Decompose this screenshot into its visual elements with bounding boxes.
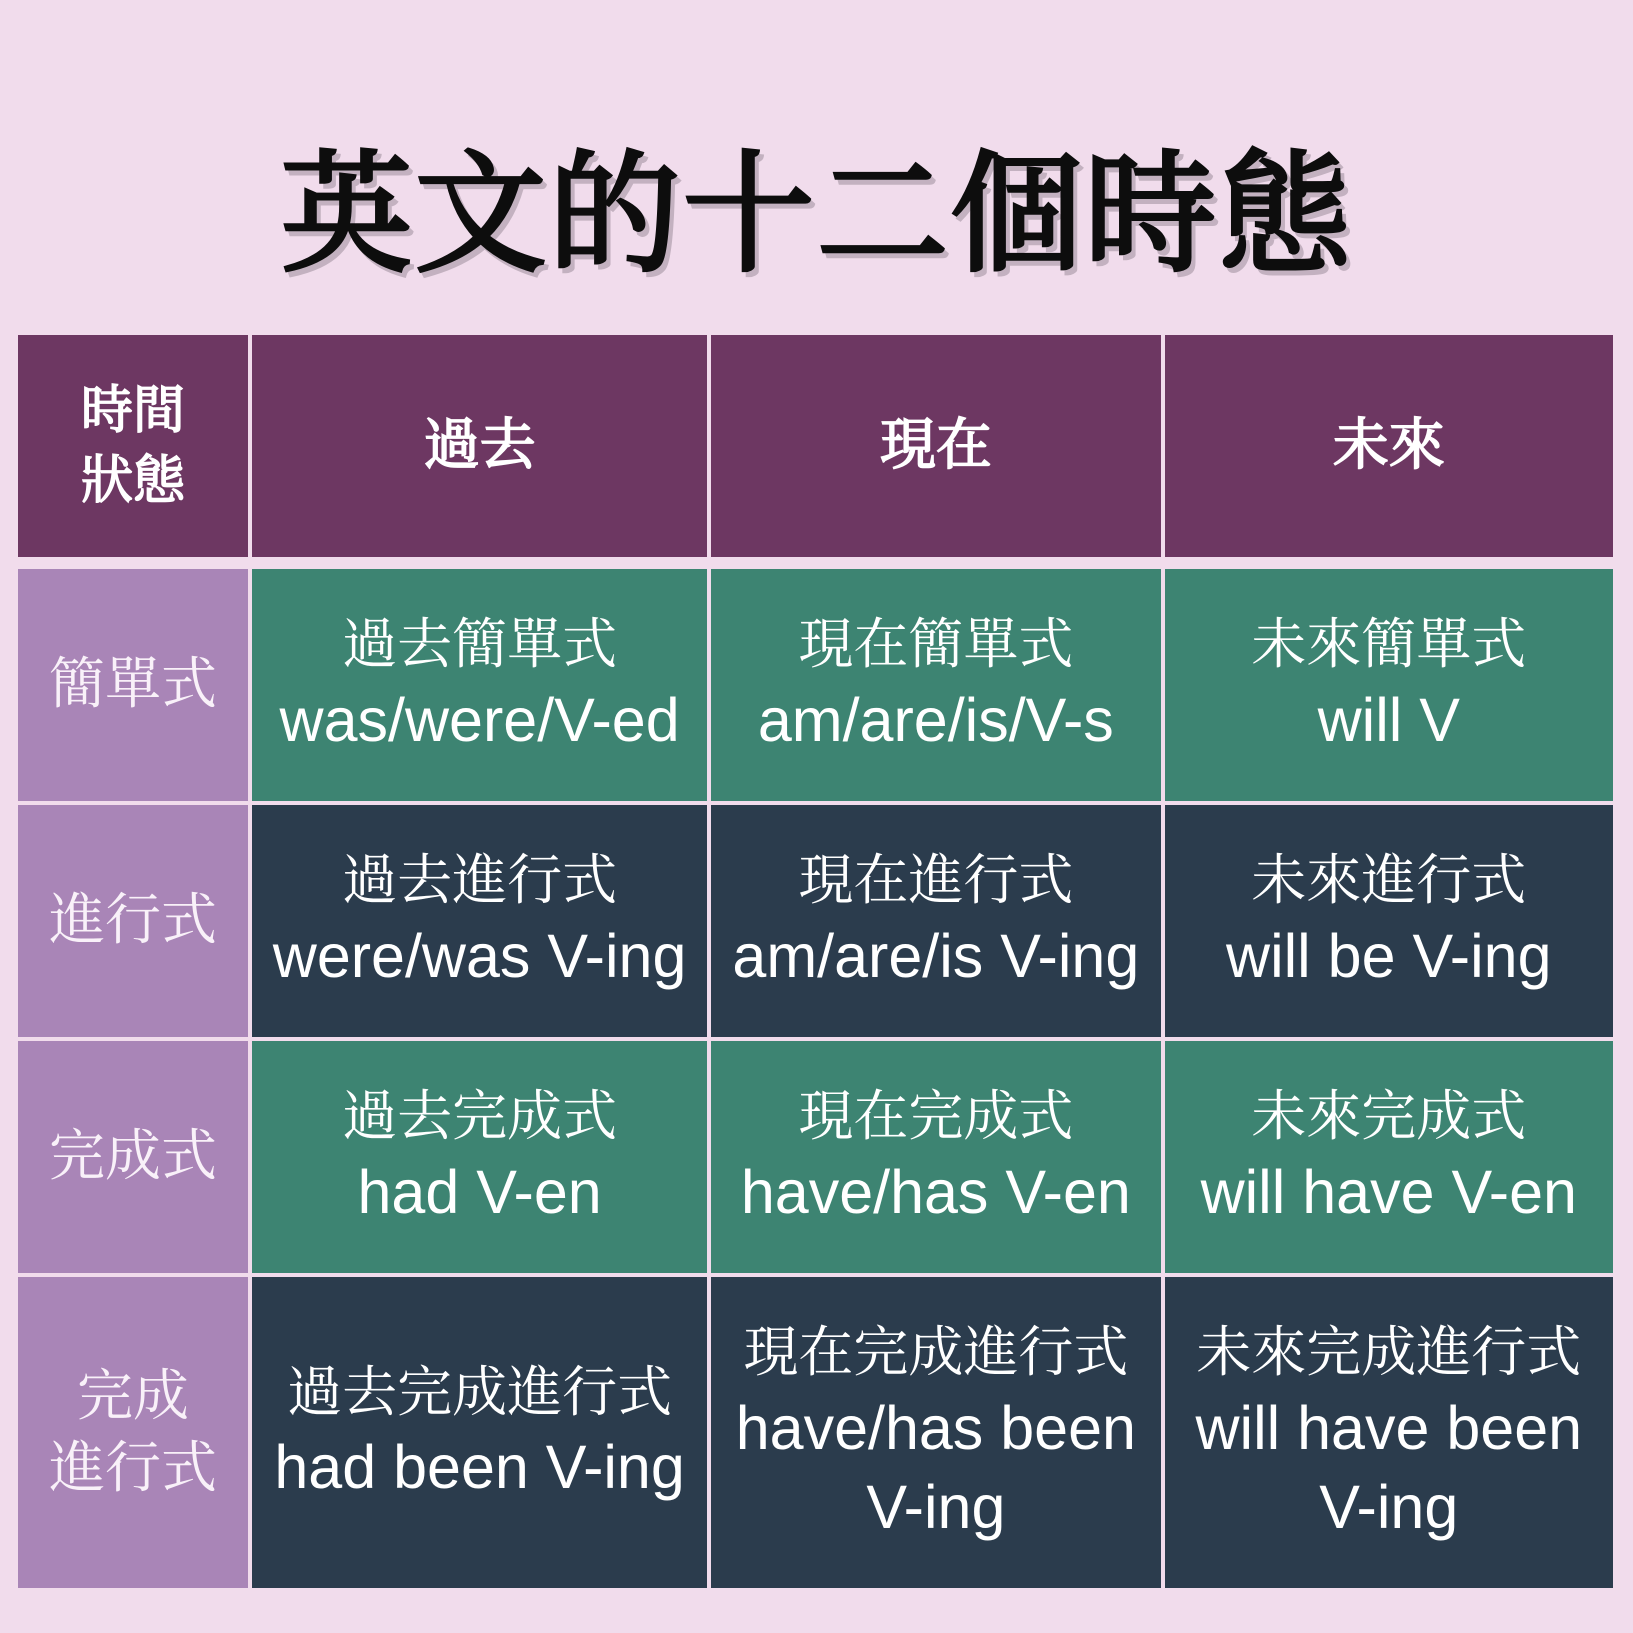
tense-name-zh: 未來進行式 <box>1251 849 1527 912</box>
tense-name-zh: 過去完成進行式 <box>287 1360 673 1423</box>
tense-formula-en: had been V-ing <box>274 1433 685 1502</box>
tense-cell <box>1165 1041 1613 1273</box>
tense-cell <box>1165 805 1613 1037</box>
row-label <box>18 1277 248 1588</box>
tense-formula-en: were/was V-ing <box>272 921 687 990</box>
row-label-line: 進行式 <box>49 1436 217 1500</box>
tense-cell <box>711 1041 1160 1273</box>
row-label-line: 進行式 <box>49 888 217 952</box>
tense-cell <box>252 569 707 801</box>
tense-cell <box>711 805 1160 1037</box>
table-row <box>18 569 1613 801</box>
tense-formula-en: will have V-en <box>1200 1157 1577 1226</box>
corner-header-line1: 時間 <box>80 381 185 440</box>
tense-formula-en: will V <box>1317 685 1460 754</box>
tense-formula-en: have/has V-en <box>740 1157 1131 1226</box>
table-row <box>18 805 1613 1037</box>
row-label-line: 簡單式 <box>49 652 217 716</box>
tense-name-zh: 未來簡單式 <box>1251 613 1527 676</box>
corner-header-line2: 狀態 <box>80 451 185 510</box>
tense-formula-en: was/were/V-ed <box>279 685 680 754</box>
tense-cell <box>711 569 1160 801</box>
tense-formula-en: had V-en <box>357 1157 602 1226</box>
tense-cell <box>1165 1277 1613 1588</box>
row-label-line: 完成式 <box>49 1124 217 1188</box>
table-row <box>18 1041 1613 1273</box>
tense-cell <box>252 805 707 1037</box>
tense-cell <box>252 1041 707 1273</box>
column-header-past: 過去 <box>252 335 707 557</box>
tense-formula-en: will have been V-ing <box>1195 1393 1583 1542</box>
tense-cell <box>252 1277 707 1588</box>
tenses-table <box>18 335 1613 1588</box>
table-row <box>18 1277 1613 1588</box>
tense-name-zh: 現在簡單式 <box>798 613 1074 676</box>
tense-formula-en: have/has been V-ing <box>735 1393 1136 1542</box>
column-header-present: 現在 <box>711 335 1160 557</box>
row-label <box>18 1041 248 1273</box>
tense-name-zh: 現在完成進行式 <box>743 1321 1129 1384</box>
table-header-row <box>18 335 1613 557</box>
row-label-line: 完成 <box>77 1363 189 1427</box>
row-label <box>18 805 248 1037</box>
tense-formula-en: am/are/is V-ing <box>732 921 1140 990</box>
tense-name-zh: 未來完成進行式 <box>1196 1321 1582 1384</box>
page-title: 英文的十二個時態 <box>280 141 1353 288</box>
corner-header-cell <box>18 335 248 557</box>
tense-name-zh: 現在進行式 <box>798 849 1074 912</box>
tense-formula-en: am/are/is/V-s <box>757 685 1114 754</box>
column-header-future: 未來 <box>1165 335 1613 557</box>
tense-name-zh: 過去完成式 <box>342 1085 618 1148</box>
tense-cell <box>711 1277 1160 1588</box>
tense-formula-en: will be V-ing <box>1226 921 1552 990</box>
tense-name-zh: 過去簡單式 <box>342 613 618 676</box>
tense-name-zh: 過去進行式 <box>342 849 618 912</box>
tense-name-zh: 未來完成式 <box>1251 1085 1527 1148</box>
tense-cell <box>1165 569 1613 801</box>
tense-name-zh: 現在完成式 <box>798 1085 1074 1148</box>
row-label <box>18 569 248 801</box>
